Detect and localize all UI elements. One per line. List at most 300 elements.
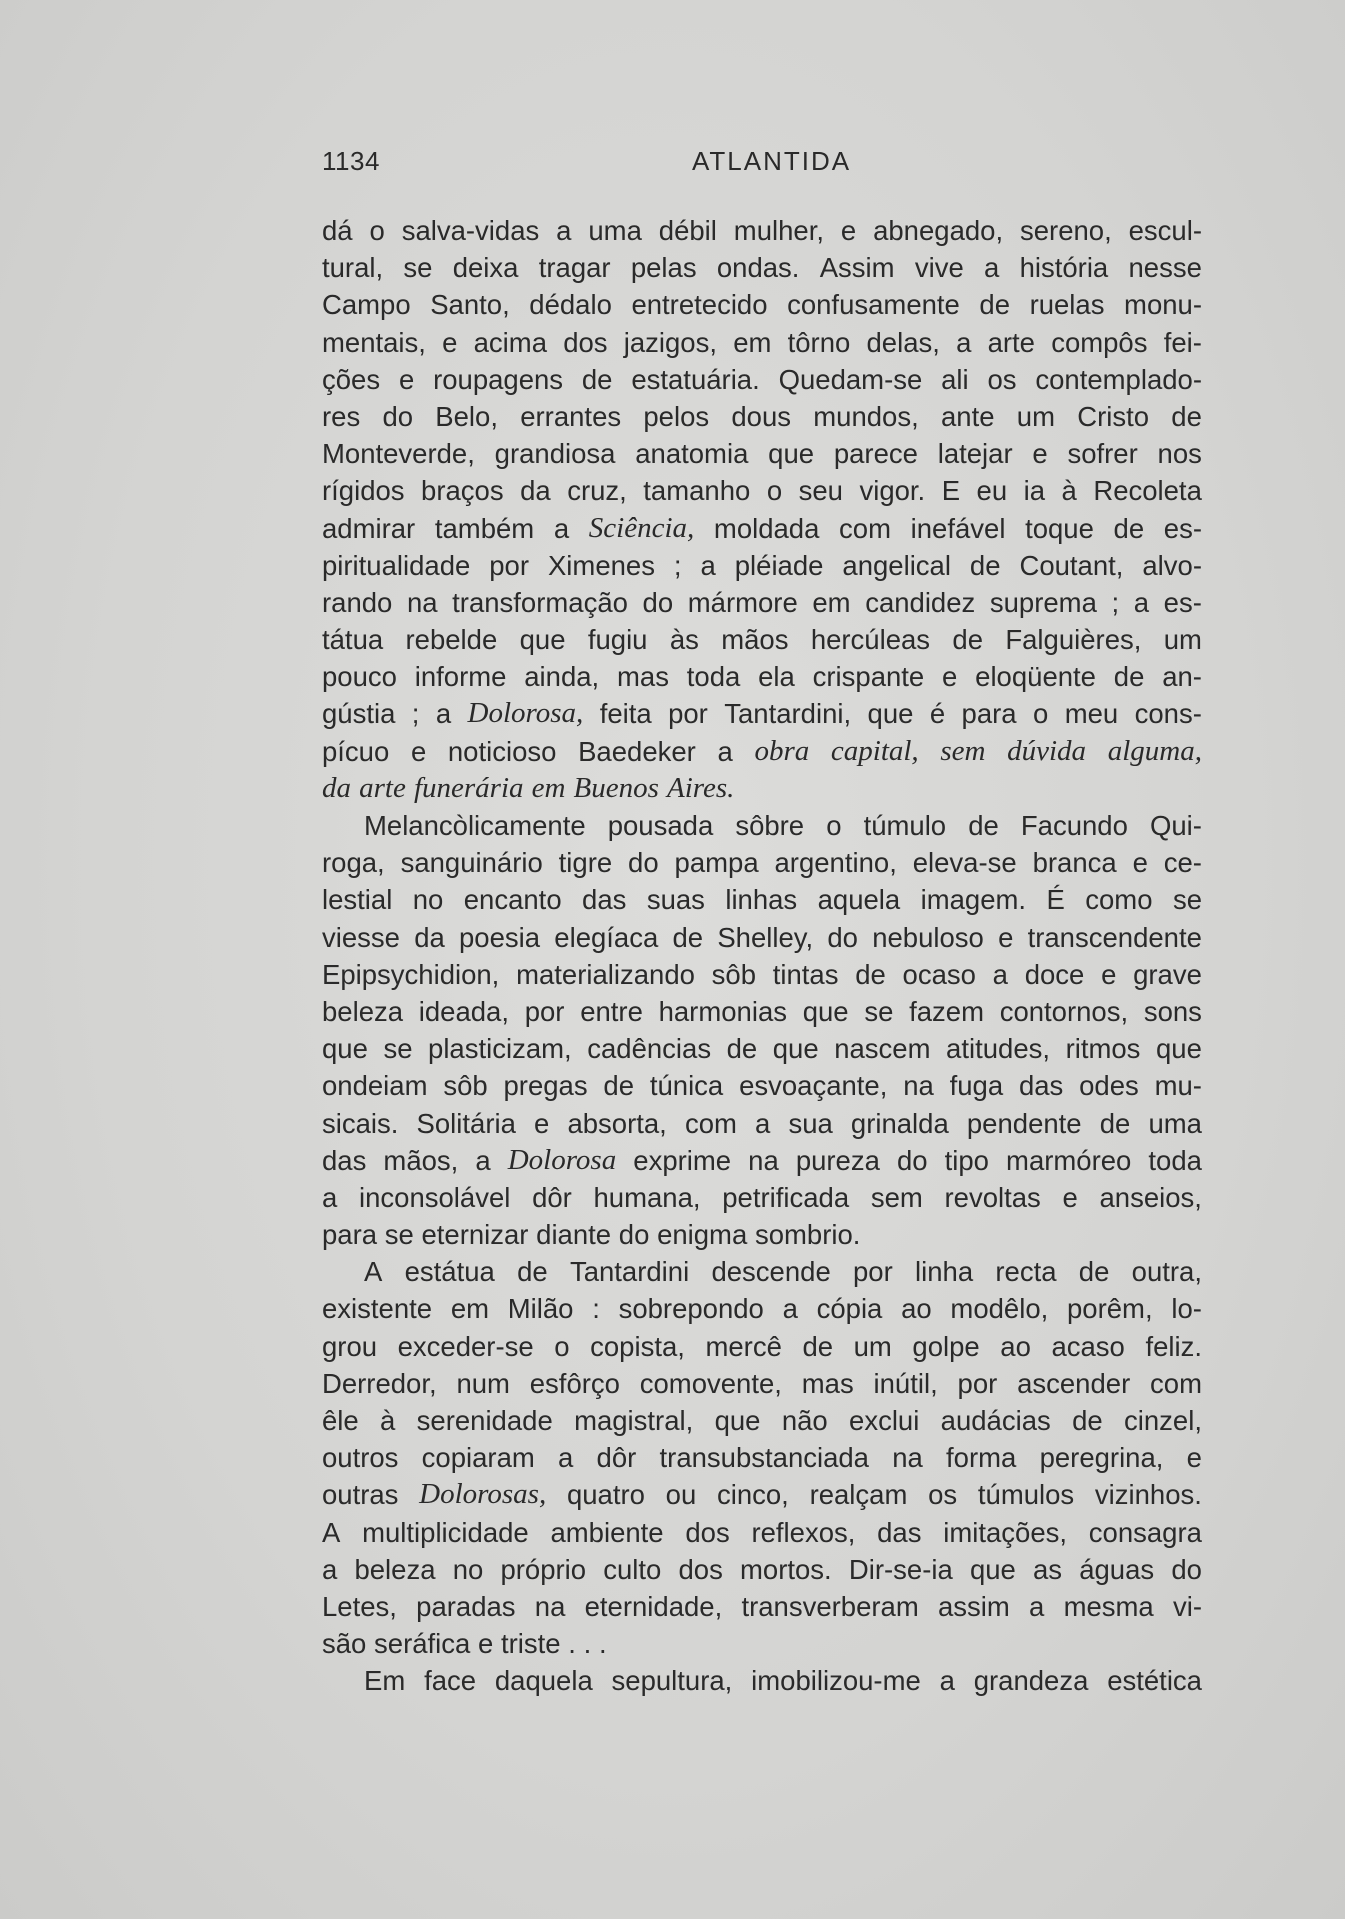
word: que [969,1553,1016,1585]
word: cópia [816,1293,883,1325]
word: lestial [322,884,393,916]
word: como [1085,884,1153,916]
word: dédalo [529,289,612,321]
word: A [322,1516,341,1548]
word: compôs [1051,326,1148,358]
word: de [1078,1256,1110,1288]
word: do [628,847,659,879]
word: comovente, [639,1367,782,1399]
word: gústia [322,698,396,730]
word: Campo [322,289,411,321]
word: realçam [809,1479,908,1511]
word: Milão [507,1293,574,1325]
italic-word: Dolorosas, [419,1478,547,1511]
text-line [322,1662,1202,1699]
word: an- [1162,661,1202,693]
text-line [322,621,1202,658]
word: Cristo [1077,400,1150,432]
word: pelas [630,252,697,284]
word: : [592,1293,600,1325]
word: túmulos [977,1479,1075,1511]
word: hercúleas [810,624,931,656]
word: não [781,1405,828,1436]
word: imitações, [943,1516,1068,1548]
word: na [406,586,438,618]
word: É [1046,884,1065,916]
text-line [322,1328,1202,1365]
word: tamanho [643,475,751,507]
word: delas, [866,326,940,358]
word: transformação [452,586,628,618]
word: nos [1157,438,1202,470]
word: os [987,363,1017,395]
word: eu [976,475,1008,507]
text-line [322,547,1202,584]
word: eloqüente [975,661,1096,693]
word: à [380,1405,396,1436]
word: dôr [532,1181,572,1213]
word: e [942,661,958,693]
running-header [322,146,1202,186]
word: es- [1163,512,1202,544]
word: sem [870,1181,923,1213]
italic-word: dúvida [1007,734,1087,767]
word: por [853,1256,893,1288]
word: sôb [711,958,756,990]
word: cinco, [716,1479,789,1511]
word: por [524,995,565,1027]
word: que [867,698,914,730]
word: fugiu [587,624,648,656]
word: aquela [817,884,901,916]
text-line [322,1253,1202,1290]
word: a [956,326,972,358]
text-line [322,1030,1202,1067]
word: ali [941,363,969,395]
text-line [322,658,1202,695]
word: ia [1023,475,1046,507]
word: pousada [607,810,714,841]
word: mas [801,1367,854,1399]
word: mesma [1063,1590,1154,1622]
text-line [322,1551,1202,1588]
word: E [941,475,961,507]
word: uma [588,215,642,246]
word: que [772,1033,819,1065]
text-line [322,993,1202,1030]
word: estatuária. [631,363,760,395]
word: ou [665,1479,697,1511]
text-line [322,435,1202,472]
word: ; [673,549,682,581]
word: num [456,1367,510,1399]
word: descende [711,1256,831,1288]
word: peregrina, [1039,1442,1164,1474]
word: para [961,698,1017,730]
word: nebuloso [872,921,984,953]
text-line [322,1365,1202,1402]
word: de [1171,400,1202,432]
word: porêm, [1067,1293,1153,1325]
word: eleva-se [912,847,1017,879]
word: copista, [590,1330,685,1362]
word: um [853,1330,892,1362]
text-line [322,695,1202,732]
word: esfôrço [529,1367,620,1399]
word: de [1113,661,1145,693]
word: contemplado- [1035,363,1202,395]
word: outras [322,1479,399,1511]
word: ante [941,400,995,432]
word: o [369,215,385,246]
word: monu- [1124,289,1202,321]
text-line [322,1105,1202,1142]
word: grinalda [850,1107,949,1139]
word: odes [1079,1070,1139,1102]
word: transubstanciada [659,1442,869,1474]
word: mãos [721,624,789,656]
word: admirar [322,512,416,544]
word: imagem. [920,884,1027,916]
italic-word: Dolorosa, [467,697,584,730]
text-line [322,1216,1202,1253]
word: Melancòlicamente [364,810,586,841]
word: sepultura, [611,1665,733,1697]
word: noticioso [447,735,557,767]
word: atitudes, [946,1033,1051,1065]
word: alvo- [1142,549,1202,581]
word: de [672,921,704,953]
word: grou [322,1330,378,1362]
text-line [322,1625,1202,1662]
word: linha [915,1256,974,1288]
word: mercê [705,1330,782,1362]
text-line [322,1402,1202,1439]
word: plasticizam, [428,1033,572,1065]
word: argentino, [774,847,897,879]
text-line [322,1067,1202,1104]
word: por [957,1367,998,1399]
word: de [855,958,886,990]
word: Assim [819,252,895,284]
word: a [322,1181,338,1213]
word: a [558,1442,574,1474]
word: eternizar [421,1219,529,1251]
word: e [1032,438,1048,470]
word: absorta, [567,1107,667,1139]
word: pendente [966,1107,1082,1139]
word: assim [937,1590,1010,1622]
word: Epipsychidion, [322,958,500,990]
word: Ximenes [547,549,655,581]
word: Tantardini [569,1256,690,1288]
word: das [322,1144,367,1176]
word: audácias [940,1405,1051,1436]
word: no [452,1553,484,1585]
word: a [322,1553,338,1585]
word: das [1018,1070,1064,1102]
word: eternidade, [584,1590,723,1622]
word: se [1172,884,1202,916]
word: a [939,1665,955,1697]
word: pelos [643,400,710,432]
word: beleza [354,1553,436,1585]
text-line [322,324,1202,361]
text-line [322,733,1202,770]
word: existente [322,1293,433,1325]
italic-word: Sciência, [588,511,695,544]
word: de [603,1070,635,1102]
word: branca [1032,847,1117,879]
word: das [582,884,627,916]
word: que [768,438,815,470]
word: viesse [322,921,400,953]
word: pureza [795,1144,880,1176]
body-text [322,212,1202,1700]
word: a [553,512,570,544]
italic-word: alguma, [1107,734,1202,767]
word: informe [414,661,507,693]
word: vizinhos. [1094,1479,1202,1511]
word: a [755,1107,771,1139]
word: ce- [1163,847,1202,879]
text-line [322,956,1202,993]
word: por [489,549,529,581]
word: pouco [322,661,397,693]
text-line [322,770,1202,807]
word: ; [1111,586,1120,618]
word: o [554,1330,570,1362]
word: Falguières, [1005,624,1142,656]
word: es- [1163,586,1202,618]
text-line [322,1179,1202,1216]
text-line [322,1439,1202,1476]
word: em [450,1293,490,1325]
word: dá [322,215,353,246]
word: Letes, [322,1590,397,1622]
word: a [700,549,716,581]
word: ela [758,661,795,693]
word: e [398,363,415,395]
word: de [726,1033,758,1065]
word: humana, [593,1181,701,1213]
word: à [1061,475,1077,507]
word: poesia [459,921,541,953]
word: que [322,1033,368,1065]
word: feita [599,698,652,730]
word: de [1113,512,1145,544]
word: sobrepondo [618,1293,764,1325]
word: túnica [649,1070,724,1102]
word: túmulo [863,810,947,841]
word: rígidos [322,475,405,507]
word: tintas [772,958,839,990]
word: acaso [1051,1330,1125,1362]
word: inefável [910,512,1006,544]
word: as [1033,1553,1063,1585]
word: ruelas [1029,289,1105,321]
text-line [322,361,1202,398]
word: diante [536,1219,612,1251]
word: parece [833,438,918,470]
word: moldada [713,512,820,544]
word: é [929,698,946,730]
word: do [642,586,674,618]
word: Quedam-se [778,363,923,395]
word: de [1072,1405,1103,1436]
word: mu- [1154,1070,1202,1102]
word: exceder-se [397,1330,534,1362]
italic-word: arte [359,771,406,804]
word: sôbre [735,810,805,841]
word: outros [322,1442,399,1474]
word: anseios, [1099,1181,1202,1213]
word: em [733,326,772,358]
word: acima [473,326,547,358]
word: fazem [909,995,984,1027]
word: estátua [404,1256,495,1288]
word: sereno, [1020,215,1112,246]
word: . [598,1628,607,1660]
word: rebelde [405,624,498,656]
word: outra, [1131,1256,1202,1288]
word: e [998,921,1014,953]
text-line [322,1588,1202,1625]
word: face [424,1665,477,1697]
word: às [669,624,699,656]
word: a [717,735,733,767]
word: com [839,512,891,544]
word: A [364,1256,383,1288]
italic-word: Dolorosa [507,1143,617,1176]
word: Derredor, [322,1367,437,1399]
word: se [383,1033,413,1065]
word: roupagens [433,363,564,395]
word: e [478,1628,494,1660]
word: quatro [566,1479,645,1511]
word: e [1132,847,1148,879]
word: sôb [443,1070,488,1102]
word: do [618,1219,650,1251]
word: por [668,698,708,730]
word: pampa [674,847,759,879]
word: Solitária [416,1107,516,1139]
word: linhas [725,884,798,916]
word: Coutant, [1019,549,1124,581]
word: grandeza [973,1665,1089,1697]
word: daquela [494,1665,593,1697]
italic-word: Buenos [573,771,659,804]
text-line [322,286,1202,323]
word: são [322,1628,367,1660]
word: rando [322,586,393,618]
word: inútil, [873,1367,938,1399]
word: a [992,958,1008,990]
text-line [322,1290,1202,1327]
word: vive [914,252,964,284]
word: toque [1025,512,1094,544]
word: triste [501,1628,561,1660]
word: dous [731,400,792,432]
italic-word: capital, [830,734,919,767]
word: de [1099,1107,1131,1139]
word: se [403,252,433,284]
word: tipo [944,1144,989,1176]
word: res [322,400,361,432]
word: Facundo [1020,810,1128,841]
word: ao [1000,1330,1031,1362]
italic-word: obra [754,734,810,767]
word: Shelley, [717,921,814,953]
word: ondas. [716,252,800,284]
word: esvoaçante, [739,1070,888,1102]
word: serenidade [416,1405,553,1436]
word: modêlo, [950,1293,1049,1325]
word: materializando [516,958,695,990]
italic-word: sem [940,734,986,767]
word: e [1062,1181,1078,1213]
word: sofrer [1067,438,1138,470]
word: no [412,884,444,916]
word: de [517,1256,548,1288]
word: pléiade [734,549,824,581]
text-line [322,1476,1202,1513]
word: uma [1148,1107,1202,1139]
text-line [322,807,1202,844]
running-title: ATLANTIDA [692,146,852,176]
word: um [1163,624,1202,656]
word: sombrio. [754,1219,861,1251]
word: dôr [596,1442,637,1474]
word: reflexos, [751,1516,856,1548]
word: revoltas [944,1181,1041,1213]
word: com [1150,1367,1202,1399]
word: angelical [842,549,951,581]
word: confusamente [787,289,960,321]
word: de [979,289,1010,321]
word: fei- [1163,326,1202,358]
word: exprime [633,1144,732,1176]
word: . [583,1628,592,1660]
word: ções [322,363,381,395]
word: piritualidade [322,549,471,581]
word: vigor. [859,475,926,507]
word: se [864,995,894,1027]
word: que [714,1405,761,1436]
word: tural, [322,252,384,284]
word: entre [580,995,643,1027]
word: sanguinário [400,847,543,879]
word: na [748,1144,779,1176]
word: beleza [322,995,404,1027]
word: inconsolável [359,1181,511,1213]
word: tragar [538,252,611,284]
text-line [322,881,1202,918]
word: contornos, [999,995,1129,1027]
word: tigre [558,847,613,879]
word: do [1171,1553,1202,1585]
word: harmonias [658,995,787,1027]
word: a [556,215,572,246]
word: e [534,1107,550,1139]
word: toda [686,661,741,693]
word: deixa [452,252,519,284]
word: sua [788,1107,833,1139]
word: também [434,512,535,544]
word: Santo, [430,289,510,321]
word: arte [987,326,1035,358]
word: do [827,921,858,953]
